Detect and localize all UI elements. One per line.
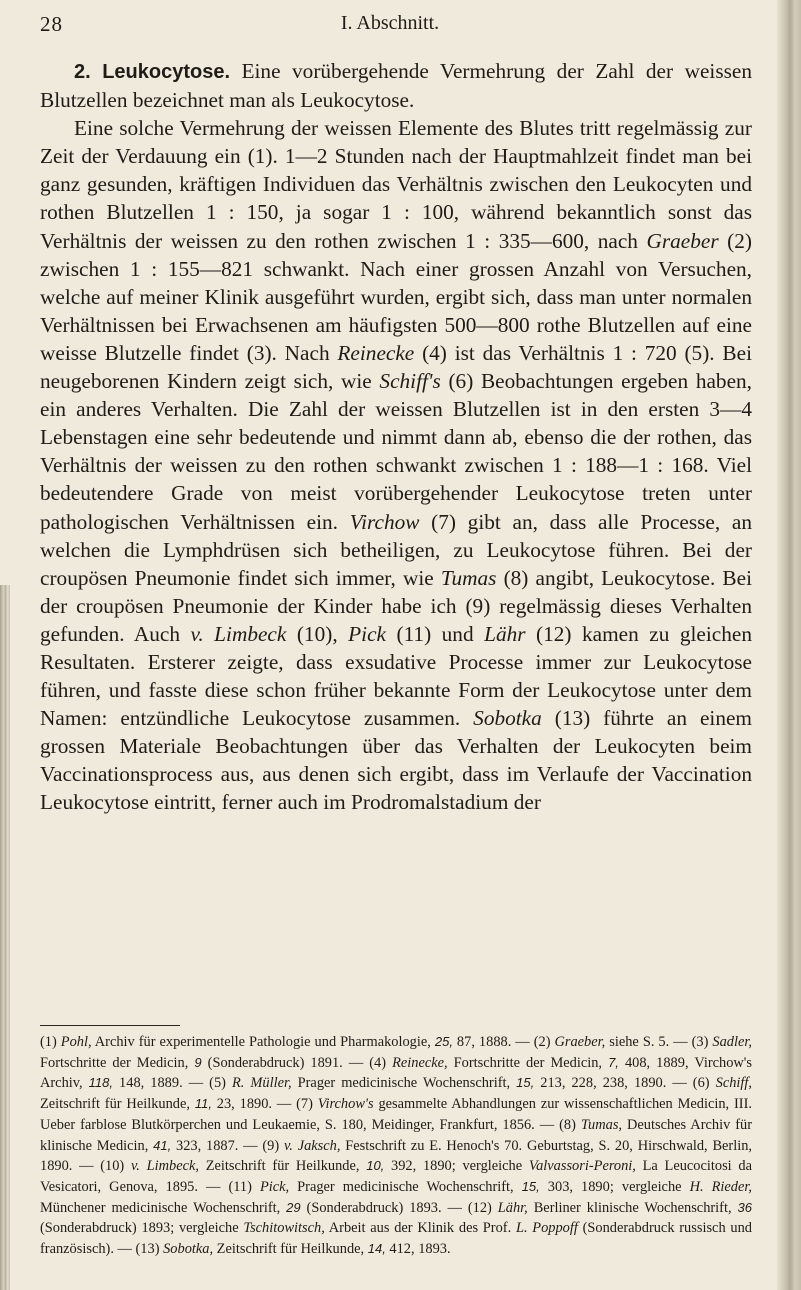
paragraph-1 — [40, 57, 752, 114]
text-run: (11) und — [385, 621, 485, 646]
text-run: Eine solche Vermehrung der weissen Elemente des Blutes tritt regelmässig zur Zeit der Verdauung ein (1). 1—2 Stunden nach der Hauptmahlzeit findet man bei ganz gesunden, kräftigen Individuen das Verhältnis zwischen den Leukocyten und rothen Blutzellen 1 : 150, ja sogar 1 : 100, während bekanntlich sonst das Verhältnis der weissen zu den rothen zwischen 1 : 335—600, nach — [40, 116, 752, 253]
text-run: (13) führte an einem grossen Materiale Beobachtungen über das Verhalten der Leukocyten beim Vaccinationsprocess aus, aus denen sich ergibt, dass im Verlaufe der Vaccination Leukocytose eintritt, ferner auch im Prodromalstadium der — [40, 706, 752, 815]
text-run: (4) ist das Verhältnis 1 : 720 (5). Bei neugeborenen Kindern zeigt sich, wie — [40, 340, 752, 394]
section-number: 2. — [74, 61, 91, 83]
text-run: (12) kamen zu gleichen Resultaten. Ersterer zeigte, dass exsudative Processe immer zur Leukocytose führen, und fasste diese schon früher bekannte Form der Leukocytose unter dem Namen: entzündliche Leukocytose zusammen. — [40, 621, 752, 731]
footnote-5: (5) R. Müller, Prager medicinische Wochenschrift, 15, 213, 228, 238, 1890. — — [209, 1075, 693, 1092]
author-name: Sobotka — [473, 706, 542, 731]
author-name: v. Limbeck — [190, 621, 287, 646]
text-run: (6) Beobachtungen ergeben haben, ein anderes Verhalten. Die Zahl der weissen Blutzellen ist in den ersten 3—4 Lebenstagen eine sehr bedeutende und nimmt dann ab, ebenso die der rothen, das Verhältnis der weissen zu den rothen schwankt zwischen 1 : 188—1 : 168. Viel bedeutendere Grade von meist vorübergehender Leukocytose treten unter pathologischen Verhältnissen ein. — [40, 369, 752, 534]
footnote-2: (2) Graeber, siehe S. 5. — — [533, 1034, 692, 1050]
footnotes — [40, 1032, 752, 1260]
author-name: Tumas — [440, 565, 497, 590]
footnote-10: (10) v. Limbeck, Zeitschrift für Heilkunde, 10, 392, 1890; vergleiche Valvassori-Peroni, La Leucocitosi da Vesicatori, Genova, 1895. — — [40, 1158, 752, 1195]
main-text — [40, 57, 752, 817]
running-head: I. Abschnitt. — [340, 12, 440, 34]
author-name: Lähr — [484, 621, 526, 646]
author-name: Reinecke — [337, 340, 415, 365]
footnote-4: (4) Reinecke, Fortschritte der Medicin, 7, 408, 1889, Virchow's Archiv, 118, 148, 1889. — — [40, 1054, 753, 1092]
footnote-3: (3) Sadler, Fortschritte der Medicin, 9 (Sonderabdruck) 1891. — — [40, 1034, 752, 1071]
footnote-12: (12) Lähr, Berliner klinische Wochenschrift, 36 (Sonderabdruck) 1893; vergleiche Tschitowitsch, Arbeit aus der Klinik des Prof. L. Poppoff (Sonderabdruck russisch und französisch). — — [40, 1199, 752, 1258]
text-run: (7) gibt an, dass alle Processe, an welchen die Lymphdrüsen sich betheiligen, zu Leukocytose führen. Bei der croupösen Pneumonie findet sich immer, wie — [40, 509, 752, 590]
text-run: (10), — [286, 621, 349, 646]
paragraph-1-text: Eine vorübergehende Vermehrung der Zahl der weissen Blutzellen bezeichnet man als Leukocytose. — [40, 59, 752, 113]
author-name: Pick — [348, 621, 386, 646]
text-run: (8) angibt, Leukocytose. Bei der croupösen Pneumonie der Kinder habe ich (9) regelmässig dieses Verhalten gefunden. Auch — [40, 565, 752, 646]
footnote-7: (7) Virchow's gesammelte Abhandlungen zur wissenschaftlichen Medicin, III. Ueber farblose Blutkörperchen und Leukaemie, S. 180, Meidinger, Frankfurt, 1856. — — [40, 1096, 752, 1133]
footnote-divider — [40, 1025, 180, 1026]
author-name: Virchow — [349, 509, 420, 534]
author-name: Graeber — [646, 228, 719, 253]
footnote-13: (13) Sobotka, Zeitschrift für Heilkunde, 14, 412, 1893. — [135, 1241, 451, 1258]
paragraph-2 — [40, 114, 752, 816]
footnote-9: (9) v. Jaksch, Festschrift zu E. Henoch's 70. Geburtstag, S. 20, Hirschwald, Berlin, 1890. — — [40, 1137, 753, 1175]
footnote-1: (1) Pohl, Archiv für experimentelle Pathologie und Pharmakologie, 25, 87, 1888. — — [40, 1034, 530, 1050]
footnote-8: (8) Tumas, Deutsches Archiv für klinische Medicin, 41, 323, 1887. — — [40, 1116, 752, 1154]
footnote-6: (6) Schiff, Zeitschrift für Heilkunde, 11, 23, 1890. — — [40, 1075, 752, 1113]
text-run: (2) zwischen 1 : 155—821 schwankt. Nach einer grossen Anzahl von Versuchen, welche auf meiner Klinik ausgeführt wurden, ergibt sich, dass man unter normalen Verhältnissen bei Erwachsenen am häufigsten 500—800 rothe Blutzellen auf eine weisse Blutzelle findet (3). Nach — [40, 228, 752, 365]
page-edge-left — [0, 585, 10, 1290]
page-header — [40, 12, 740, 42]
footnote-11: (11) Pick, Prager medicinische Wochenschrift, 15, 303, 1890; vergleiche H. Rieder, Münchener medicinische Wochenschrift, 29 (Sonderabdruck) 1893. — — [40, 1178, 752, 1216]
author-name: Schiff's — [379, 369, 441, 394]
page-number: 28 — [40, 12, 63, 36]
section-term: Leukocytose. — [102, 61, 231, 83]
page-edge-right — [777, 0, 801, 1290]
